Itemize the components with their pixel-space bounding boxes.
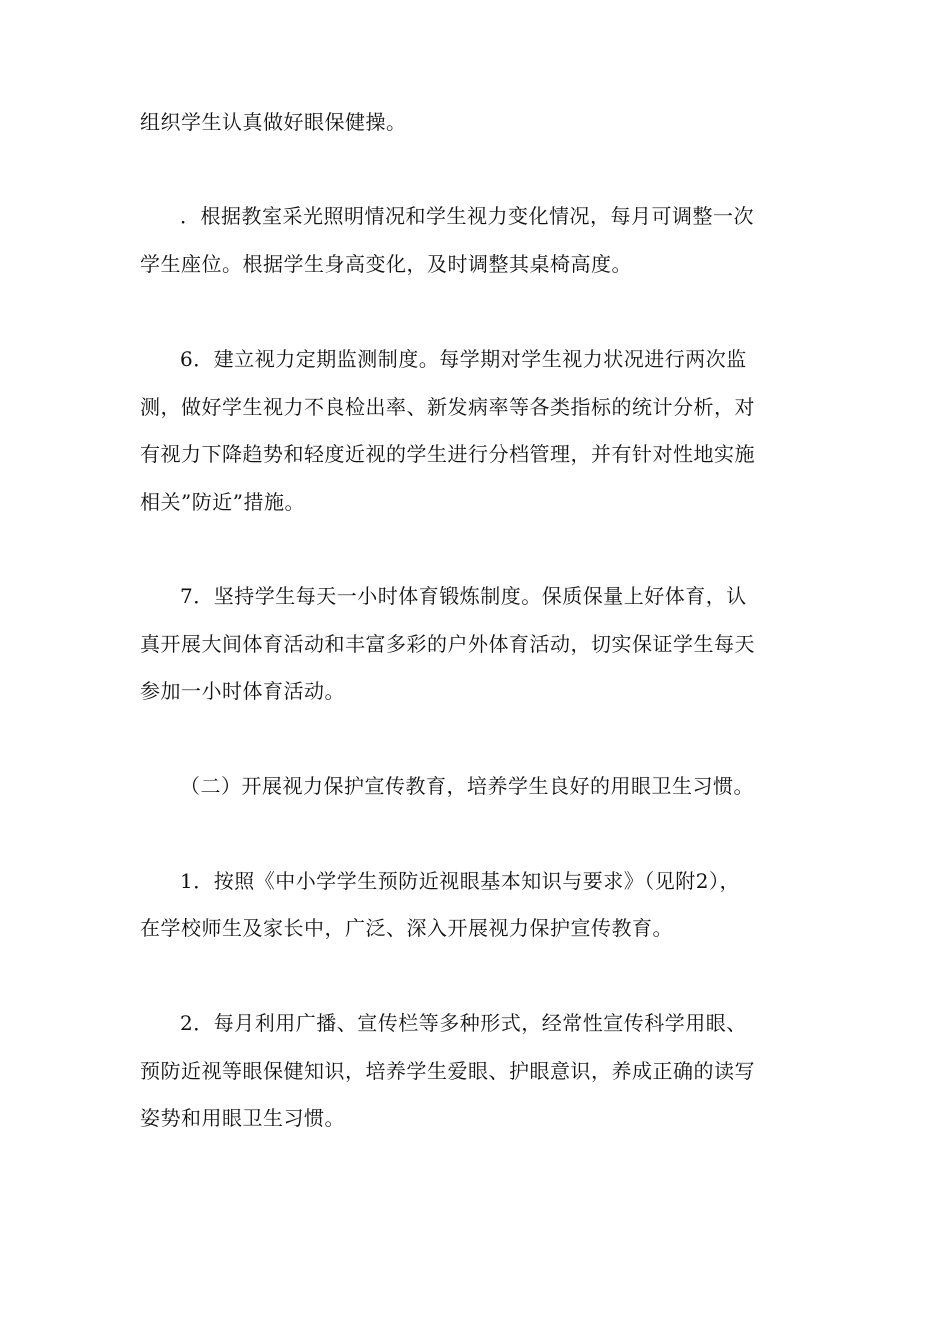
paragraph-6-line-2: 在学校师生及家长中，广泛、深入开展视力保护宣传教育。	[140, 916, 673, 940]
paragraph-7-line-2: 预防近视等眼保健知识，培养学生爱眼、护眼意识，养成正确的读写	[140, 1059, 755, 1083]
paragraph-2-line-1: ．根据教室采光照明情况和学生视力变化情况，每月可调整一次	[180, 204, 754, 228]
paragraph-1-line-1: 组织学生认真做好眼保健操。	[140, 110, 407, 134]
paragraph-3-line-4: 相关”防近”措施。	[140, 490, 305, 514]
section-heading-2: （二）开展视力保护宣传教育，培养学生良好的用眼卫生习惯。	[180, 774, 754, 798]
paragraph-7-line-1: 2．每月利用广播、宣传栏等多种形式，经常性宣传科学用眼、	[180, 1011, 747, 1035]
paragraph-6-line-1: 1．按照《中小学学生预防近视眼基本知识与要求》（见附2），	[180, 869, 740, 893]
paragraph-2-line-2: 学生座位。根据学生身高变化，及时调整其桌椅高度。	[140, 252, 632, 276]
paragraph-4-line-2: 真开展大间体育活动和丰富多彩的户外体育活动，切实保证学生每天	[140, 632, 755, 656]
paragraph-3-line-1: 6．建立视力定期监测制度。每学期对学生视力状况进行两次监	[180, 347, 747, 371]
paragraph-4-line-1: 7．坚持学生每天一小时体育锻炼制度。保质保量上好体育，认	[180, 584, 747, 608]
paragraph-3-line-2: 测，做好学生视力不良检出率、新发病率等各类指标的统计分析，对	[140, 395, 755, 419]
paragraph-4-line-3: 参加一小时体育活动。	[140, 679, 345, 703]
paragraph-7-line-3: 姿势和用眼卫生习惯。	[140, 1106, 345, 1130]
paragraph-3-line-3: 有视力下降趋势和轻度近视的学生进行分档管理，并有针对性地实施	[140, 442, 755, 466]
